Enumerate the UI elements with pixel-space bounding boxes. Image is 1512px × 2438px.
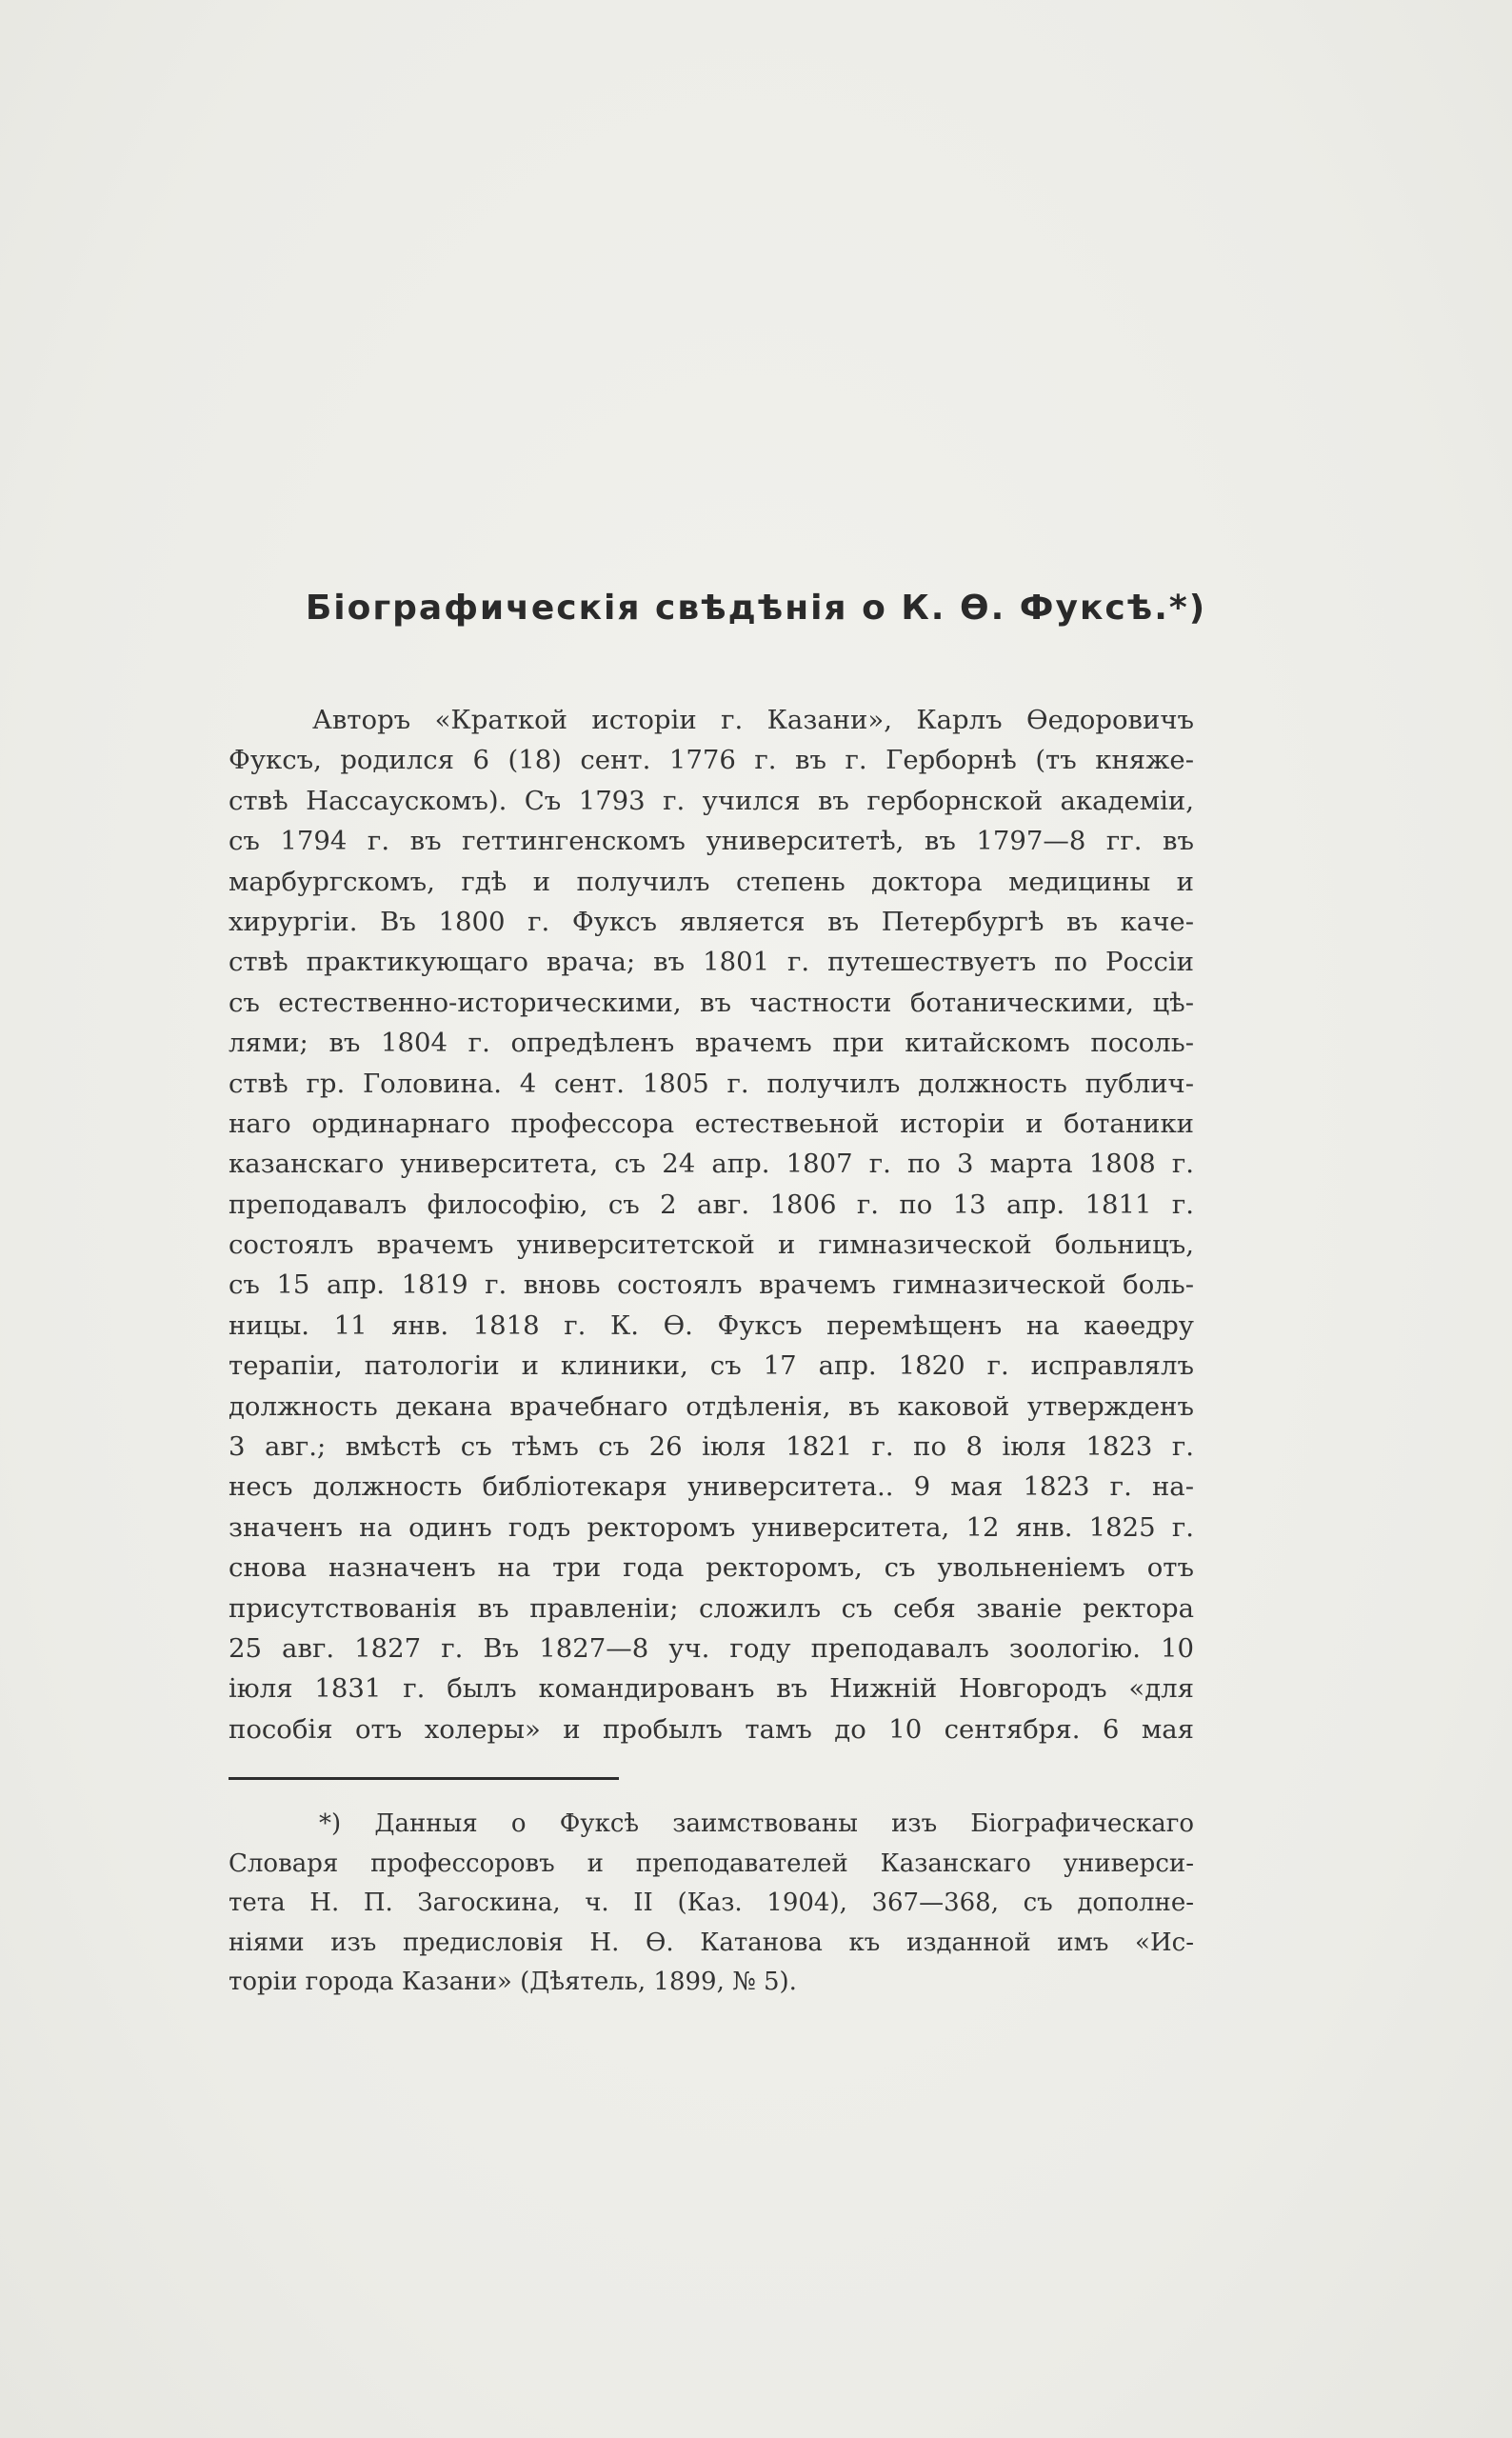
text-line: ствѣ Нассаускомъ). Съ 1793 г. учился въ герборнской академіи, — [229, 785, 1194, 816]
text-line: съ 1794 г. въ геттингенскомъ университетѣ, въ 1797—8 гг. въ — [229, 826, 1194, 857]
text-line: несъ должность библіотекаря университета.. 9 мая 1823 г. на- — [229, 1471, 1194, 1503]
text-line: пособія отъ холеры» и пробылъ тамъ до 10 сентября. 6 мая — [229, 1713, 1194, 1745]
text-line: ствѣ гр. Головина. 4 сент. 1805 г. получилъ должность публич- — [229, 1068, 1194, 1099]
text-line: ствѣ практикующаго врача; въ 1801 г. путешествуетъ по Россіи — [229, 947, 1194, 978]
text-line: хирургіи. Въ 1800 г. Фуксъ является въ Петербургѣ въ каче- — [229, 906, 1194, 937]
text-line: марбургскомъ, гдѣ и получилъ степень доктора медицины и — [229, 866, 1194, 897]
text-line: состоялъ врачемъ университетской и гимназической больницъ, — [229, 1229, 1194, 1261]
footnote-line: Словаря профессоровъ и преподавателей Казанскаго универси- — [229, 1848, 1194, 1878]
text-line: 3 авг.; вмѣстѣ съ тѣмъ съ 26 іюля 1821 г. по 8 іюля 1823 г. — [229, 1431, 1194, 1463]
text-line: съ естественно-историческими, въ частности ботаническими, цѣ- — [229, 987, 1194, 1018]
text-line: преподавалъ философію, съ 2 авг. 1806 г. по 13 апр. 1811 г. — [229, 1189, 1194, 1220]
page-title: Біографическія свѣдѣнія о К. Ѳ. Фуксѣ.*) — [305, 589, 1207, 628]
text-line: снова назначенъ на три года ректоромъ, съ увольненіемъ отъ — [229, 1552, 1194, 1584]
text-line: терапіи, патологіи и клиники, съ 17 апр. 1820 г. исправлялъ — [229, 1350, 1194, 1382]
footnote-line: *) Данныя о Фуксѣ заимствованы изъ Біографическаго — [319, 1809, 1194, 1838]
footnote-line: ніями изъ предисловія Н. Ѳ. Катанова къ изданной имъ «Ис- — [229, 1928, 1194, 1957]
footnote-line: торіи города Казани» (Дѣятель, 1899, № 5). — [229, 1968, 797, 1996]
text-line: іюля 1831 г. былъ командированъ въ Нижній Новгородъ «для — [229, 1673, 1194, 1705]
main-paragraph — [229, 700, 1194, 1749]
text-line: должность декана врачебнаго отдѣленія, въ каковой утвержденъ — [229, 1390, 1194, 1422]
footnote-divider — [229, 1777, 619, 1780]
footnote-line: тета Н. П. Загоскина, ч. II (Каз. 1904), 367—368, съ дополне- — [229, 1888, 1194, 1917]
text-line: ницы. 11 янв. 1818 г. К. Ѳ. Фуксъ перемѣщенъ на каѳедру — [229, 1309, 1194, 1341]
text-line: Авторъ «Краткой исторіи г. Казани», Карлъ Ѳедоровичъ — [312, 705, 1194, 735]
text-line: присутствованія въ правленіи; сложилъ съ себя званіе ректора — [229, 1592, 1194, 1624]
text-line: съ 15 апр. 1819 г. вновь состоялъ врачемъ гимназической боль- — [229, 1269, 1194, 1301]
text-line: значенъ на одинъ годъ ректоромъ университета, 12 янв. 1825 г. — [229, 1511, 1194, 1543]
text-line: лями; въ 1804 г. опредѣленъ врачемъ при китайскомъ посоль- — [229, 1028, 1194, 1059]
text-line: 25 авг. 1827 г. Въ 1827—8 уч. году преподавалъ зоологію. 10 — [229, 1632, 1194, 1664]
text-line: Фуксъ, родился 6 (18) сент. 1776 г. въ г. Герборнѣ (тъ княже- — [229, 745, 1194, 776]
text-line: казанскаго университета, съ 24 апр. 1807 г. по 3 марта 1808 г. — [229, 1149, 1194, 1180]
text-line: наго ординарнаго профессора естествеьной исторіи и ботаники — [229, 1108, 1194, 1139]
footnote — [229, 1805, 1194, 2003]
